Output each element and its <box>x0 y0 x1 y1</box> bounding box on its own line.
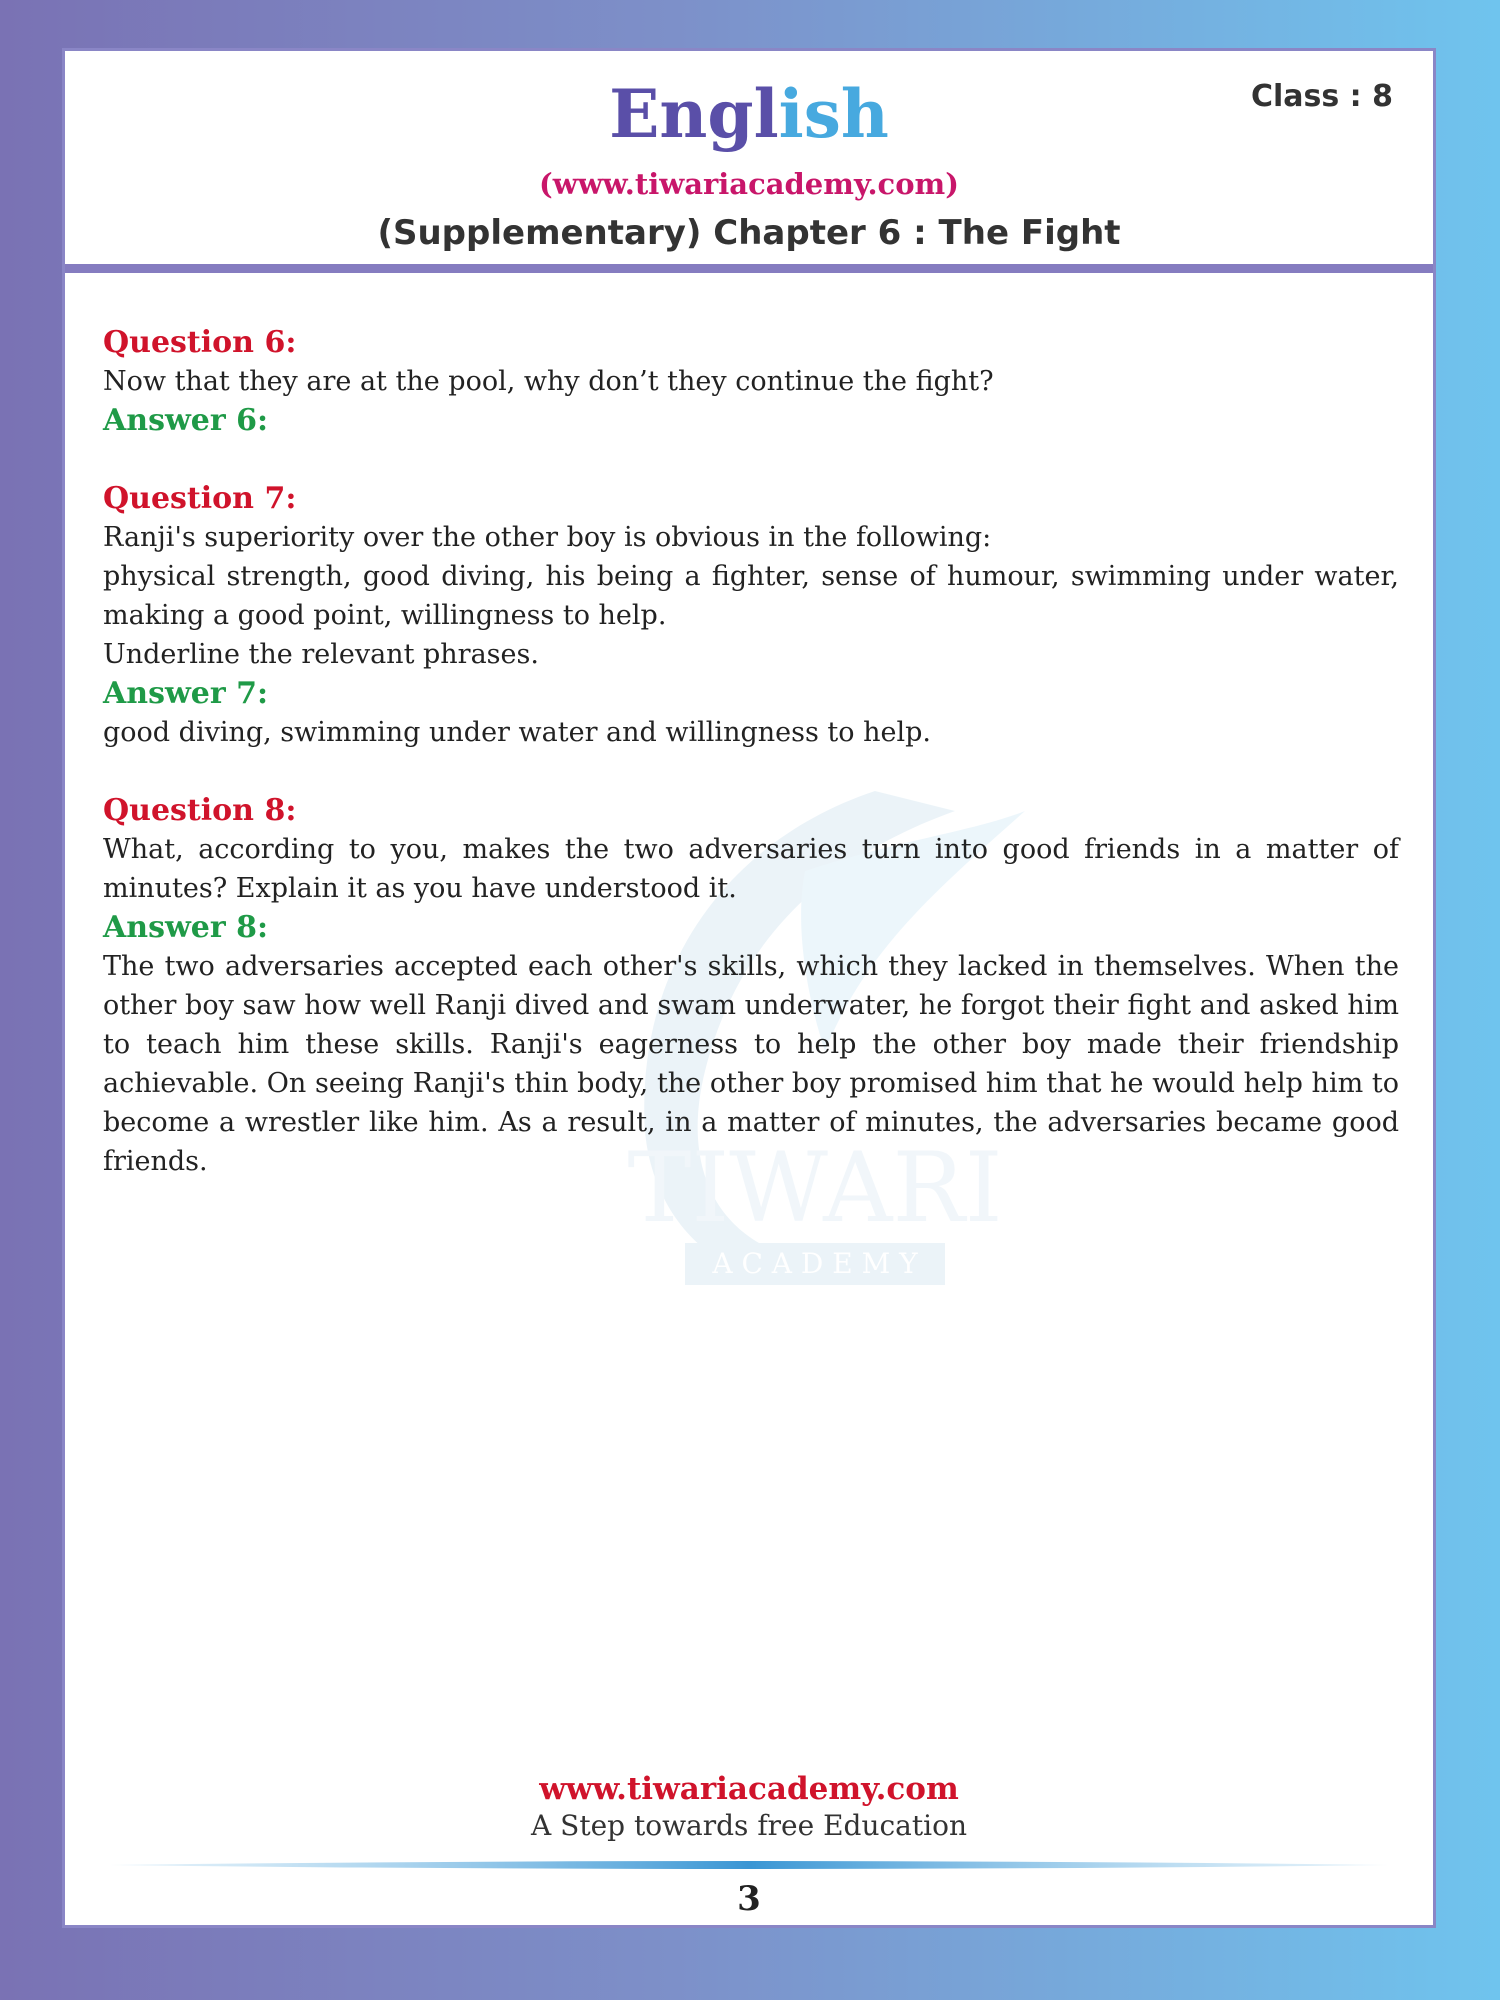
question-text: Now that they are at the pool, why don’t they continue the fight? <box>103 366 994 397</box>
subject-title-part1: Engl <box>609 75 779 153</box>
subject-title-part2: ish <box>778 75 889 153</box>
watermark-text-tiwari: TIWARI <box>627 1132 1003 1244</box>
question-text: Underline the relevant phrases. <box>103 639 539 670</box>
qa-block-6 <box>103 323 1399 440</box>
page-header <box>65 51 1433 273</box>
subject-title <box>65 69 1433 159</box>
answer-text: good diving, swimming under water and willingness to help. <box>103 717 931 748</box>
qa-block-8 <box>103 791 1399 1181</box>
question-text: What, according to you, makes the two adversaries turn into good friends in a matter of minutes? Explain it as you have understood it. <box>103 834 1399 904</box>
question-label: Question 8: <box>103 793 297 828</box>
header-url: (www.tiwariacademy.com) <box>539 167 959 201</box>
answer-text: The two adversaries accepted each other's skills, which they lacked in themselves. When the other boy saw how well Ranji dived and swam underwater, he forgot their fight and asked him to teach him these skills. Ranji's eagerness to help the other boy made their friendship achievable. On seeing Ranji's thin body, the other boy promised him that he would help him to become a wrestler like him. As a result, in a matter of minutes, the adversaries became good friends. <box>103 951 1399 1177</box>
answer-label: Answer 6: <box>103 403 269 438</box>
qa-content <box>103 323 1399 1220</box>
qa-block-7 <box>103 479 1399 752</box>
footer-url: www.tiwariacademy.com <box>539 1771 959 1807</box>
chapter-title: (Supplementary) Chapter 6 : The Fight <box>377 213 1121 253</box>
footer-tagline: A Step towards free Education <box>531 1809 967 1842</box>
question-label: Question 6: <box>103 325 297 360</box>
page-number: 3 <box>737 1879 761 1919</box>
question-text: Ranji's superiority over the other boy is obvious in the following: <box>103 522 992 553</box>
answer-label: Answer 7: <box>103 676 269 711</box>
document-page <box>62 48 1436 1928</box>
answer-label: Answer 8: <box>103 910 269 945</box>
class-label: Class : 8 <box>1250 79 1393 114</box>
footer-divider <box>110 1859 1388 1871</box>
watermark-text-academy: A C A D E M Y <box>712 1247 918 1280</box>
question-label: Question 7: <box>103 481 297 516</box>
question-text: physical strength, good diving, his being a fighter, sense of humour, swimming under water, making a good point, willingness to help. <box>103 561 1399 631</box>
